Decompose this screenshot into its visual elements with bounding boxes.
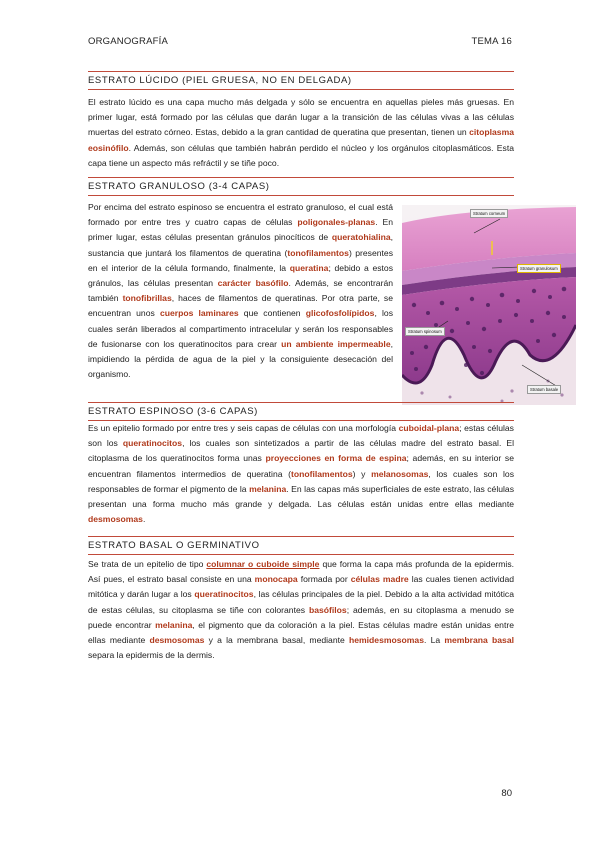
label-stratum-basale: Stratum basale — [527, 385, 561, 394]
paragraph-espinoso: Es un epitelio formado por entre tres y seis capas de células con una morfología cuboidal-plana; estas células son los queratinocitos, los cuales son sintetizados a partir de las células madre del estrato basal. El citoplasma de los queratinocitos forma unas proyecciones en forma de espina; además, en su interior se encuentran filamentos intermedios de queratina (tonofilamentos) y melanosomas, los cuales son los responsables de formar el pigmento de la melanina. En las capas más superficiales de este estrato, las células presentan una forma mucho más grande y delgada. Las células están unidas entre ellas mediante desmosomas. — [88, 423, 514, 525]
keyword: cuboidal-plana — [398, 423, 460, 433]
keyword: proyecciones en forma de espina — [265, 453, 407, 464]
section-title-basal: ESTRATO BASAL O GERMINATIVO — [88, 540, 514, 555]
keyword: carácter basófilo — [217, 278, 289, 289]
keyword: membrana basal — [444, 635, 515, 646]
keyword: desmosomas — [88, 514, 143, 525]
keyword: melanina — [249, 483, 287, 494]
section-title-granuloso: ESTRATO GRANULOSO (3-4 CAPAS) — [88, 181, 514, 196]
keyword: queratohialina — [331, 232, 391, 243]
running-header-subject: ORGANOGRAFÍA — [88, 36, 168, 47]
epidermis-histology-figure — [402, 205, 576, 405]
keyword: queratinocitos — [194, 589, 254, 600]
paragraph-granuloso: Por encima del estrato espinoso se encuentra el estrato granuloso, el cual está formado por entre tres y cuatro capas de células poligonales-planas. En primer lugar, estas células presentan gránulos pinocíticos de queratohialina, sustancia que juntará los filamentos de queratina (tonofilamentos) presentes en el interior de la célula formando, finalmente, la queratina; debido a estos gránulos, las células presentan carácter basófilo. Además, se encontrarán también tonofibrillas, haces de filamentos de queratinas. Por otra parte, se encuentran unos cuerpos laminares que contienen glicofosfolípidos, los cuales serán liberados al compartimento intracelular y serán los responsables de fusionarse con los queratinocitos para crear un ambiente impermeable, impidiendo la pérdida de agua de la piel y la consiguiente desecación del organismo. — [88, 202, 394, 380]
page-number: 80 — [501, 788, 512, 799]
keyword: tonofilamentos — [287, 247, 349, 258]
section-rule-top — [88, 177, 514, 178]
keyword: citoplasma eosinófilo — [88, 127, 514, 153]
histology-image — [402, 205, 576, 405]
keyword: glicofosfolípidos — [305, 308, 375, 319]
keyword: desmosomas — [149, 635, 205, 646]
keyword: cuerpos laminares — [159, 308, 239, 319]
section-rule-top — [88, 402, 514, 403]
keyword: queratinocitos — [122, 438, 183, 449]
section-title-espinoso: ESTRATO ESPINOSO (3-6 CAPAS) — [88, 406, 514, 421]
label-stratum-granulosum: Stratum granulosum — [517, 264, 561, 273]
paragraph-lucido: El estrato lúcido es una capa mucho más delgada y sólo se encuentra en aquellas pieles más gruesas. En primer lugar, está formado por las células que darán lugar a la transición de las células vivas a las células muertas del estrato córneo. Estas, debido a la gran cantidad de queratina que presentan, tienen un citoplasma eosinófilo. Además, son células que también habrán perdido el núcleo y los orgánulos citoplasmáticos. Esta capa tiene un aspecto más refráctil y se tiñe poco. — [88, 97, 514, 168]
keyword: basófilos — [308, 604, 347, 615]
keyword: monocapa — [254, 574, 298, 585]
keyword: un ambiente impermeable — [281, 338, 391, 349]
keyword: tonofibrillas — [122, 293, 172, 304]
keyword: melanina — [155, 619, 193, 630]
keyword: queratina — [289, 262, 329, 273]
section-title-lucido: ESTRATO LÚCIDO (PIEL GRUESA, NO EN DELGADA) — [88, 75, 514, 90]
keyword: melanosomas — [371, 468, 429, 479]
section-rule-top — [88, 71, 514, 72]
label-stratum-spinosum: Stratum spinosum — [405, 327, 445, 336]
label-stratum-corneum: Stratum corneum — [470, 209, 508, 218]
keyword: poligonales-planas — [297, 217, 376, 228]
running-header-topic: TEMA 16 — [471, 36, 512, 47]
keyword: hemidesmosomas — [348, 635, 424, 646]
section-rule-top — [88, 536, 514, 537]
paragraph-basal: Se trata de un epitelio de tipo columnar o cuboide simple que forma la capa más profunda de la epidermis. Así pues, el estrato basal consiste en una monocapa formada por células madre las cuales tienen actividad mitótica y darán lugar a los queratinocitos, las células principales de la piel. Debido a la alta actividad mitótica de estas células, su citoplasma se tiñe con colorantes basófilos; además, en su citoplasma a menudo se puede encontrar melanina, el pigmento que da coloración a la piel. Estas células madre están unidas entre ellas mediante desmosomas y a la membrana basal, mediante hemidesmosomas. La membrana basal separa la epidermis de la dermis. — [88, 559, 515, 661]
keyword: células madre — [350, 574, 409, 585]
keyword: columnar o cuboide simple — [206, 559, 320, 569]
keyword: tonofilamentos — [291, 468, 353, 479]
